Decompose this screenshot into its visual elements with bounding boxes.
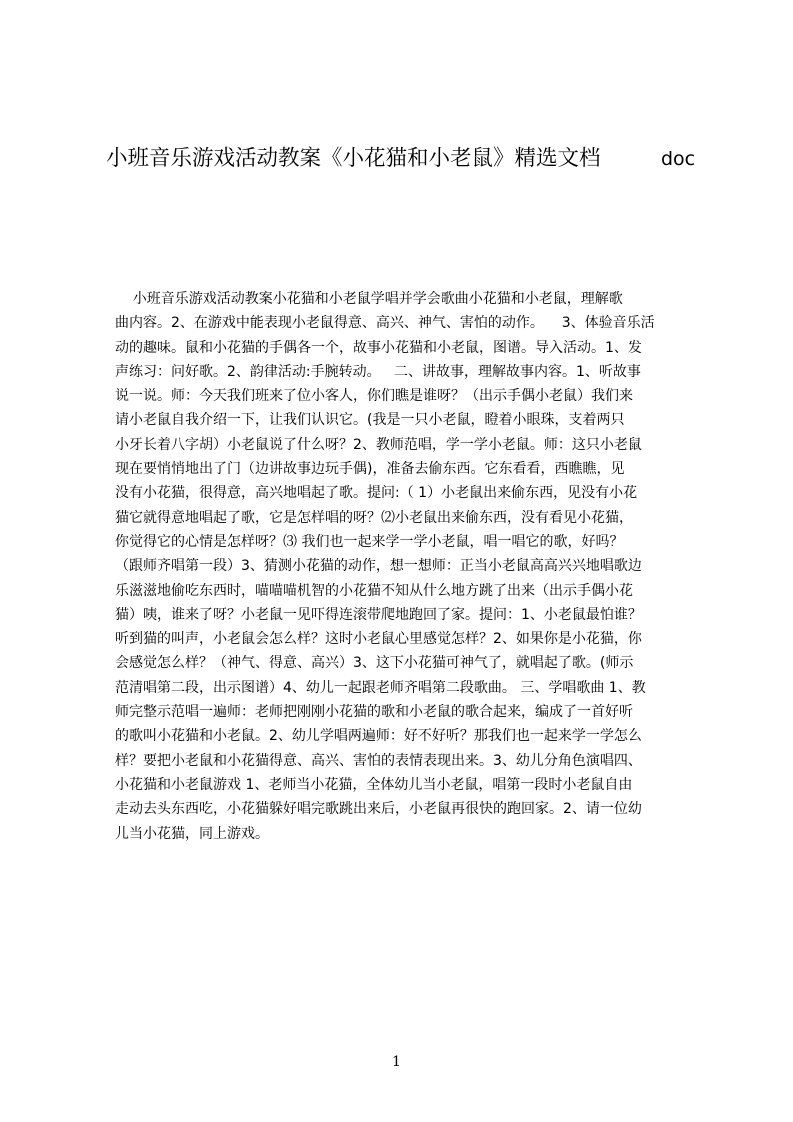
body-line: 儿当小花猫，同上游戏。	[115, 825, 269, 842]
body-line: 声练习：问好歌。2、韵律活动:手腕转动。 二、讲故事，理解故事内容。1、听故事	[115, 363, 641, 380]
body-line: 的歌叫小花猫和小老鼠。2、幼儿学唱两遍师：好不好听？那我们也一起来学一学怎么	[115, 728, 642, 745]
body-line: 范清唱第二段，出示图谱）4、幼儿一起跟老师齐唱第二段歌曲。 三、学唱歌曲 1、教	[115, 679, 646, 696]
body-line: 样？要把小老鼠和小花猫得意、高兴、害怕的表情表现出来。3、幼儿分角色演唱四、	[115, 752, 642, 769]
body-line: 乐滋滋地偷吃东西时，喵喵喵机智的小花猫不知从什么地方跳了出来（出示手偶小花	[115, 582, 633, 599]
document-title	[106, 143, 726, 175]
body-line: 请小老鼠自我介绍一下，让我们认识它。(我是一只小老鼠，瞪着小眼珠，支着两只	[115, 412, 625, 429]
body-line: 听到猫的叫声，小老鼠会怎么样？这时小老鼠心里感觉怎样？2、如果你是小花猫，你	[115, 631, 642, 648]
body-line: 小花猫和小老鼠游戏 1、老师当小花猫，全体幼儿当小老鼠，唱第一段时小老鼠自由	[115, 776, 633, 793]
title-text: 小班音乐游戏活动教案《小花猫和小老鼠》精选文档	[106, 146, 601, 171]
body-line: 动的趣味。鼠和小花猫的手偶各一个，故事小花猫和小老鼠，图谱。导入活动。1、发	[115, 339, 642, 356]
body-line: 现在要悄悄地出了门（边讲故事边玩手偶)，准备去偷东西。它东看看，西瞧瞧，见	[115, 461, 625, 478]
title-suffix: doc	[661, 148, 696, 170]
body-line: 曲内容。2、在游戏中能表现小老鼠得意、高兴、神气、害怕的动作。 3、体验音乐活	[115, 315, 655, 332]
body-line: 猫它就得意地唱起了歌，它是怎样唱的呀？⑵小老鼠出来偷东西，没有看见小花猫，	[115, 509, 633, 526]
body-line: 你觉得它的心情是怎样呀？⑶ 我们也一起来学一学小老鼠，唱一唱它的歌，好吗？	[115, 533, 624, 550]
page-number: 1	[392, 1054, 401, 1070]
body-line: （跟师齐唱第一段）3、猜测小花猫的动作，想一想师：正当小老鼠高高兴兴地唱歌边	[115, 558, 642, 575]
body-line: 师完整示范唱一遍师：老师把刚刚小花猫的歌和小老鼠的歌合起来，编成了一首好听	[115, 704, 633, 721]
body-text	[115, 287, 699, 907]
body-line: 小班音乐游戏活动教案小花猫和小老鼠学唱并学会歌曲小花猫和小老鼠，理解歌	[115, 291, 623, 307]
body-line: 猫）咦，谁来了呀？小老鼠一见吓得连滚带爬地跑回了家。提问：1、小老鼠最怕谁？	[115, 606, 642, 623]
body-line: 说一说。师：今天我们班来了位小客人，你们瞧是谁呀？（出示手偶小老鼠）我们来	[115, 388, 633, 405]
body-line: 会感觉怎么样？（神气、得意、高兴）3、这下小花猫可神气了，就唱起了歌。(师示	[115, 655, 634, 672]
body-line: 走动去头东西吃，小花猫躲好唱完歌跳出来后，小老鼠再很快的跑回家。2、请一位幼	[115, 801, 642, 818]
body-line: 小牙长着八字胡）小老鼠说了什么呀？2、教师范唱，学一学小老鼠。师：这只小老鼠	[115, 436, 642, 453]
body-line: 没有小花猫，很得意，高兴地唱起了歌。提问:（ 1）小老鼠出来偷东西，见没有小花	[115, 485, 638, 502]
